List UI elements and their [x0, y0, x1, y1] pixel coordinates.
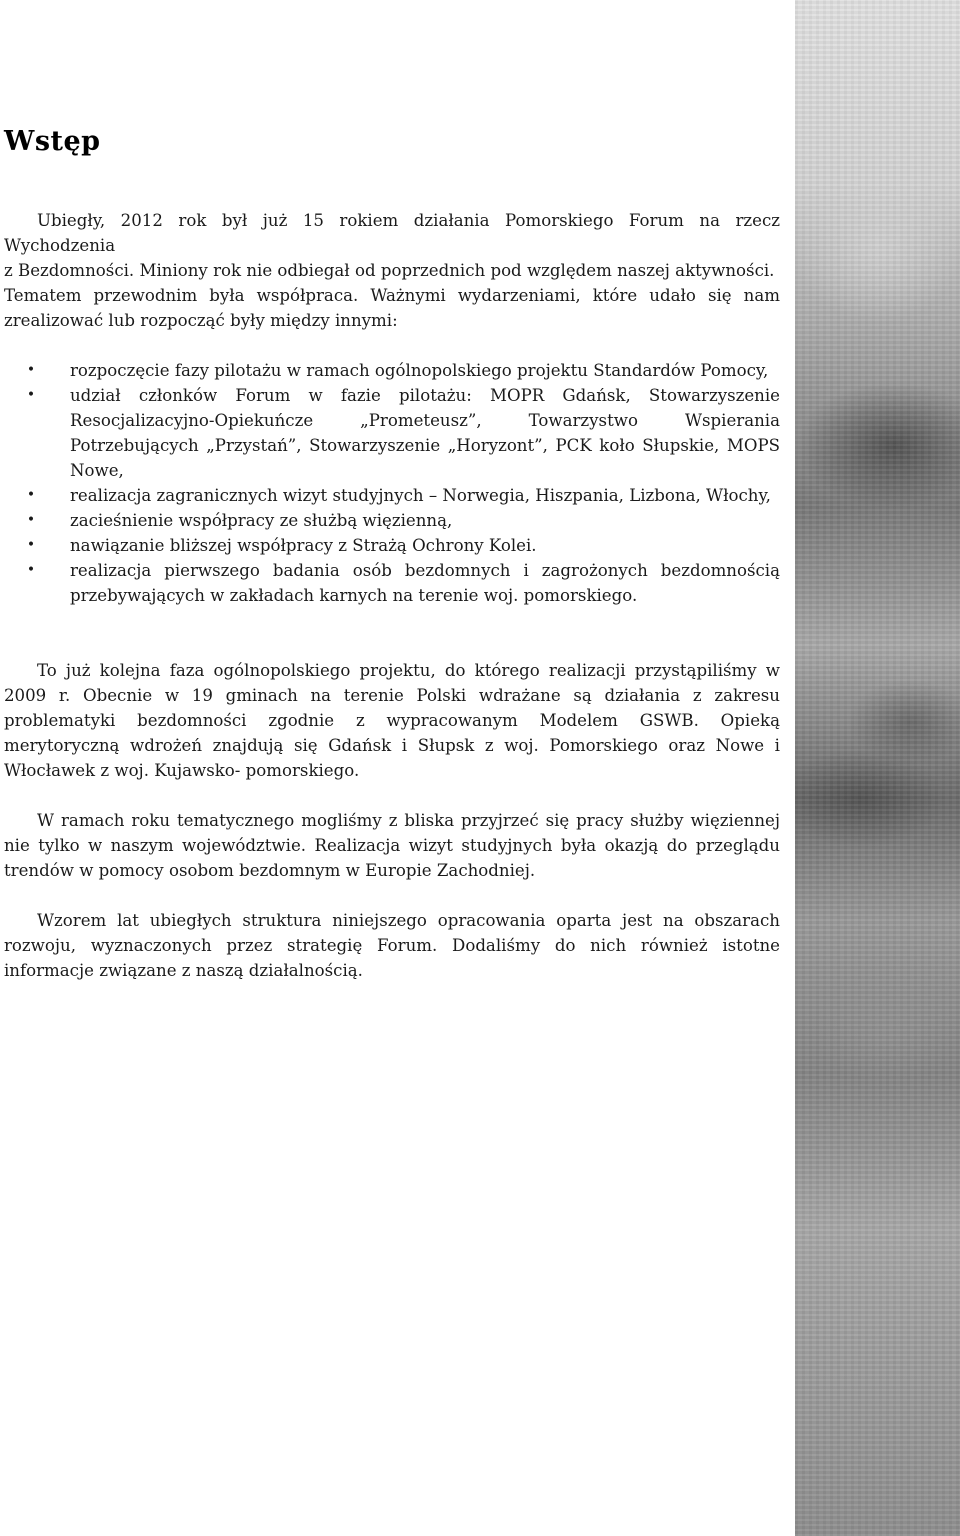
- list-item: [4, 383, 780, 483]
- bullet-icon: •: [26, 562, 36, 578]
- bullet-list: [4, 358, 780, 608]
- list-item: [4, 358, 780, 383]
- paragraph-project: To już kolejna faza ogólnopolskiego projektu, do którego realizacji przystąpiliśmy w 2009 r. Obecnie w 19 gminach na terenie Polski wdrażane są działania z zakresu problematyki bezdomności zgodnie z wypracowanym Modelem GSWB. Opieką merytoryczną wdrożeń znajdują się Gdańsk i Słupsk z woj. Pomorskiego oraz Nowe i Włocławek z woj. Kujawsko- pomorskiego.: [4, 661, 780, 780]
- paragraph-structure: Wzorem lat ubiegłych struktura niniejszego opracowania oparta jest na obszarach rozwoju, wyznaczonych przez strategię Forum. Dodaliśmy do nich również istotne informacje związane z naszą działalnością.: [4, 911, 780, 980]
- spacer: [4, 783, 780, 808]
- intro-line-4: Tematem przewodnim była współpraca. Ważnymi wydarzeniami, które udało się nam zrealizować lub rozpocząć były między innymi:: [4, 286, 780, 330]
- intro-line-1: Ubiegły, 2012 rok był już 15 rokiem działania Pomorskiego Forum na rzecz: [37, 211, 780, 230]
- paragraph-thematic-year: W ramach roku tematycznego mogliśmy z bliska przyjrzeć się pracy służby więziennej nie tylko w naszym województwie. Realizacja wizyt studyjnych była okazją do przeglądu trendów w pomocy osobom bezdomnym w Europie Zachodniej.: [4, 811, 780, 880]
- decorative-side-texture: [795, 0, 960, 1536]
- list-item-text: realizacja pierwszego badania osób bezdomnych i zagrożonych bezdomnością przebywających w zakładach karnych na terenie woj. pomorskiego.: [70, 561, 780, 605]
- list-item-text: realizacja zagranicznych wizyt studyjnych – Norwegia, Hiszpania, Lizbona, Włochy,: [70, 486, 771, 505]
- document-body: [4, 208, 780, 983]
- bullet-icon: •: [26, 537, 36, 553]
- list-item: [4, 558, 780, 608]
- spacer: [4, 608, 780, 658]
- spacer: [4, 883, 780, 908]
- list-item: [4, 483, 780, 508]
- list-item: [4, 533, 780, 558]
- list-item-text: nawiązanie bliższej współpracy z Strażą Ochrony Kolei.: [70, 536, 537, 555]
- bullet-icon: •: [26, 487, 36, 503]
- list-item: [4, 508, 780, 533]
- list-item-text: udział członków Forum w fazie pilotażu: MOPR Gdańsk, Stowarzyszenie Resocjalizacyjno-Opiekuńcze „Prometeusz”, Towarzystwo Wspierania Potrzebujących „Przystań”, Stowarzyszenie „Horyzont”, PCK koło Słupskie, MOPS Nowe,: [70, 386, 780, 480]
- intro-line-3: z Bezdomności. Miniony rok nie odbiegał od poprzednich pod względem naszej aktywności.: [4, 261, 775, 280]
- page-title: Wstęp: [4, 126, 101, 157]
- list-item-text: zacieśnienie współpracy ze służbą więzienną,: [70, 511, 453, 530]
- bullet-icon: •: [26, 362, 36, 378]
- list-item-text: rozpoczęcie fazy pilotażu w ramach ogólnopolskiego projektu Standardów Pomocy,: [70, 361, 769, 380]
- intro-line-2: Wychodzenia: [4, 236, 116, 255]
- bullet-icon: •: [26, 387, 36, 403]
- bullet-icon: •: [26, 512, 36, 528]
